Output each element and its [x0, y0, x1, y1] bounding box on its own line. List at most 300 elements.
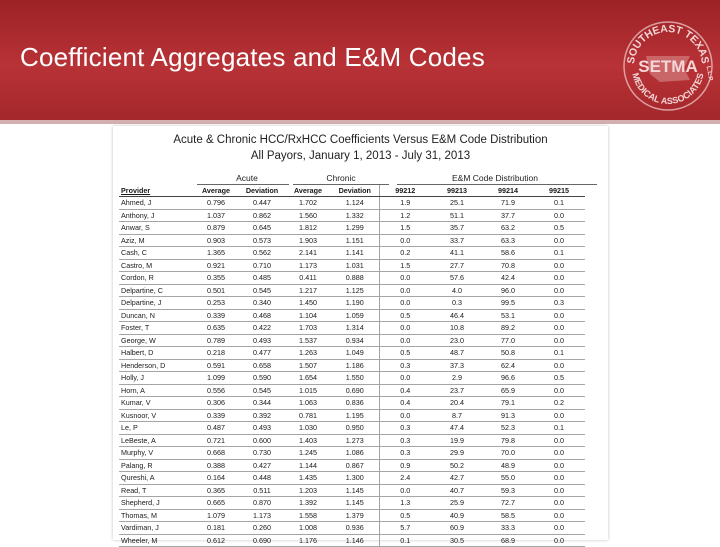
cell-em-99213: 10.8 [431, 322, 483, 335]
cell-em-99214: 70.0 [483, 447, 533, 460]
cell-em-99214: 91.3 [483, 409, 533, 422]
column-header-em-99212: 99212 [379, 185, 431, 197]
cell-em-99212: 0.0 [379, 234, 431, 247]
table-row [119, 472, 585, 485]
cell-chronic-deviation: 1.299 [331, 222, 379, 235]
cell-em-99214: 48.9 [483, 459, 533, 472]
cell-chronic-deviation: 1.059 [331, 309, 379, 322]
cell-chronic-average: 0.411 [285, 272, 331, 285]
cell-chronic-deviation: 1.086 [331, 447, 379, 460]
cell-provider: Le, P [119, 422, 193, 435]
cell-em-99215: 0.1 [533, 247, 585, 260]
cell-chronic-deviation: 0.836 [331, 397, 379, 410]
cell-chronic-average: 1.392 [285, 497, 331, 510]
coefficient-table [119, 185, 585, 547]
cell-acute-deviation: 0.493 [239, 422, 285, 435]
cell-em-99212: 0.9 [379, 459, 431, 472]
logo-arc-bottom: MEDICAL ASSOCIATES [630, 71, 706, 107]
cell-provider: Wheeler, M [119, 534, 193, 547]
cell-em-99214: 50.8 [483, 347, 533, 360]
cell-provider: Castro, M [119, 259, 193, 272]
cell-em-99212: 0.0 [379, 272, 431, 285]
cell-chronic-average: 1.558 [285, 509, 331, 522]
slide-header [0, 0, 720, 120]
cell-provider: Anwar, S [119, 222, 193, 235]
table-row [119, 359, 585, 372]
cell-em-99215: 0.0 [533, 522, 585, 535]
cell-chronic-average: 1.263 [285, 347, 331, 360]
cell-em-99215: 0.5 [533, 372, 585, 385]
cell-acute-average: 0.612 [193, 534, 239, 547]
cell-chronic-average: 1.537 [285, 334, 331, 347]
column-header-chronic-average: Average [285, 185, 331, 197]
cell-em-99214: 63.2 [483, 222, 533, 235]
table-row [119, 284, 585, 297]
cell-em-99212: 0.0 [379, 297, 431, 310]
cell-provider: Horn, A [119, 384, 193, 397]
cell-acute-average: 0.789 [193, 334, 239, 347]
cell-chronic-deviation: 1.332 [331, 209, 379, 222]
cell-acute-average: 0.501 [193, 284, 239, 297]
cell-chronic-deviation: 1.550 [331, 372, 379, 385]
cell-chronic-average: 1.403 [285, 434, 331, 447]
cell-em-99214: 55.0 [483, 472, 533, 485]
cell-em-99215: 0.0 [533, 497, 585, 510]
cell-acute-average: 0.339 [193, 309, 239, 322]
cell-chronic-deviation: 1.145 [331, 484, 379, 497]
table-row [119, 534, 585, 547]
table-row [119, 484, 585, 497]
cell-em-99212: 0.0 [379, 372, 431, 385]
cell-em-99212: 0.5 [379, 309, 431, 322]
cell-acute-deviation: 0.862 [239, 209, 285, 222]
cell-provider: Aziz, M [119, 234, 193, 247]
cell-em-99215: 0.0 [533, 309, 585, 322]
cell-em-99215: 0.0 [533, 259, 585, 272]
cell-chronic-average: 1.903 [285, 234, 331, 247]
cell-em-99215: 0.0 [533, 284, 585, 297]
table-row [119, 209, 585, 222]
cell-acute-deviation: 0.730 [239, 447, 285, 460]
cell-acute-average: 0.181 [193, 522, 239, 535]
cell-acute-average: 0.796 [193, 197, 239, 210]
cell-provider: Qureshi, A [119, 472, 193, 485]
cell-em-99214: 70.8 [483, 259, 533, 272]
cell-em-99213: 25.1 [431, 197, 483, 210]
table-row [119, 422, 585, 435]
cell-em-99215: 0.0 [533, 359, 585, 372]
cell-acute-deviation: 0.545 [239, 384, 285, 397]
cell-acute-deviation: 0.447 [239, 197, 285, 210]
cell-em-99215: 0.0 [533, 447, 585, 460]
cell-chronic-average: 2.141 [285, 247, 331, 260]
cell-em-99213: 37.3 [431, 359, 483, 372]
cell-chronic-deviation: 1.273 [331, 434, 379, 447]
cell-chronic-deviation: 1.195 [331, 409, 379, 422]
cell-em-99213: 20.4 [431, 397, 483, 410]
column-header-chronic-deviation: Deviation [331, 185, 379, 197]
cell-em-99214: 96.0 [483, 284, 533, 297]
table-row [119, 372, 585, 385]
cell-chronic-average: 1.203 [285, 484, 331, 497]
cell-acute-deviation: 0.645 [239, 222, 285, 235]
table-row [119, 322, 585, 335]
cell-em-99215: 0.0 [533, 272, 585, 285]
cell-chronic-average: 1.176 [285, 534, 331, 547]
cell-acute-deviation: 0.477 [239, 347, 285, 360]
table-row [119, 497, 585, 510]
cell-em-99214: 77.0 [483, 334, 533, 347]
cell-em-99214: 79.8 [483, 434, 533, 447]
cell-chronic-deviation: 1.186 [331, 359, 379, 372]
cell-acute-average: 0.365 [193, 484, 239, 497]
table-row [119, 397, 585, 410]
cell-provider: Anthony, J [119, 209, 193, 222]
cell-em-99213: 2.9 [431, 372, 483, 385]
cell-em-99215: 0.0 [533, 534, 585, 547]
cell-em-99215: 0.0 [533, 322, 585, 335]
cell-provider: Thomas, M [119, 509, 193, 522]
cell-em-99212: 2.4 [379, 472, 431, 485]
cell-em-99214: 72.7 [483, 497, 533, 510]
cell-em-99214: 96.6 [483, 372, 533, 385]
cell-acute-deviation: 0.468 [239, 309, 285, 322]
cell-provider: Delpartine, C [119, 284, 193, 297]
column-header-em-99214: 99214 [483, 185, 533, 197]
cell-em-99213: 4.0 [431, 284, 483, 297]
cell-em-99212: 0.3 [379, 447, 431, 460]
cell-em-99214: 99.5 [483, 297, 533, 310]
cell-chronic-deviation: 1.379 [331, 509, 379, 522]
cell-em-99213: 41.1 [431, 247, 483, 260]
cell-em-99213: 57.6 [431, 272, 483, 285]
cell-em-99212: 0.2 [379, 247, 431, 260]
cell-provider: Palang, R [119, 459, 193, 472]
cell-chronic-deviation: 0.888 [331, 272, 379, 285]
cell-chronic-average: 1.245 [285, 447, 331, 460]
cell-chronic-deviation: 1.190 [331, 297, 379, 310]
cell-em-99213: 19.9 [431, 434, 483, 447]
cell-em-99214: 58.5 [483, 509, 533, 522]
cell-em-99212: 0.1 [379, 534, 431, 547]
group-header-em-distribution: E&M Code Distribution [452, 173, 538, 183]
cell-em-99215: 0.0 [533, 334, 585, 347]
cell-chronic-deviation: 1.124 [331, 197, 379, 210]
cell-chronic-average: 1.812 [285, 222, 331, 235]
document-subtitle: All Payors, January 1, 2013 - July 31, 2013 [250, 150, 471, 162]
cell-em-99214: 42.4 [483, 272, 533, 285]
cell-chronic-deviation: 0.690 [331, 384, 379, 397]
cell-acute-average: 1.037 [193, 209, 239, 222]
table-row [119, 259, 585, 272]
document-title: Acute & Chronic HCC/RxHCC Coefficients Versus E&M Code Distribution [173, 134, 548, 146]
cell-em-99215: 0.0 [533, 509, 585, 522]
cell-acute-average: 0.591 [193, 359, 239, 372]
cell-em-99215: 0.2 [533, 397, 585, 410]
cell-chronic-deviation: 1.300 [331, 472, 379, 485]
cell-em-99213: 23.7 [431, 384, 483, 397]
table-row [119, 459, 585, 472]
cell-em-99214: 58.6 [483, 247, 533, 260]
cell-chronic-deviation: 1.141 [331, 247, 379, 260]
cell-em-99215: 0.0 [533, 234, 585, 247]
cell-em-99212: 0.0 [379, 409, 431, 422]
cell-acute-deviation: 0.545 [239, 284, 285, 297]
cell-acute-average: 0.879 [193, 222, 239, 235]
column-header-em-99215: 99215 [533, 185, 585, 197]
cell-acute-deviation: 0.427 [239, 459, 285, 472]
cell-em-99212: 0.5 [379, 509, 431, 522]
cell-acute-average: 0.903 [193, 234, 239, 247]
cell-em-99212: 1.5 [379, 222, 431, 235]
cell-em-99213: 40.7 [431, 484, 483, 497]
cell-acute-average: 0.665 [193, 497, 239, 510]
cell-acute-average: 0.306 [193, 397, 239, 410]
cell-em-99213: 30.5 [431, 534, 483, 547]
cell-acute-average: 0.339 [193, 409, 239, 422]
cell-acute-deviation: 0.392 [239, 409, 285, 422]
cell-em-99215: 0.0 [533, 484, 585, 497]
cell-em-99213: 0.3 [431, 297, 483, 310]
column-header-em-99213: 99213 [431, 185, 483, 197]
cell-chronic-average: 1.173 [285, 259, 331, 272]
cell-provider: Vardiman, J [119, 522, 193, 535]
cell-acute-average: 1.099 [193, 372, 239, 385]
cell-chronic-deviation: 1.031 [331, 259, 379, 272]
cell-chronic-average: 1.104 [285, 309, 331, 322]
cell-em-99213: 35.7 [431, 222, 483, 235]
cell-em-99213: 40.9 [431, 509, 483, 522]
cell-chronic-deviation: 1.125 [331, 284, 379, 297]
cell-acute-average: 0.253 [193, 297, 239, 310]
cell-chronic-deviation: 1.146 [331, 534, 379, 547]
column-header-acute-average: Average [193, 185, 239, 197]
cell-provider: Duncan, N [119, 309, 193, 322]
cell-em-99214: 52.3 [483, 422, 533, 435]
cell-acute-deviation: 0.511 [239, 484, 285, 497]
cell-provider: LeBeste, A [119, 434, 193, 447]
cell-em-99213: 33.7 [431, 234, 483, 247]
cell-acute-deviation: 0.690 [239, 534, 285, 547]
cell-chronic-deviation: 1.145 [331, 497, 379, 510]
cell-em-99215: 0.0 [533, 409, 585, 422]
cell-em-99215: 0.1 [533, 347, 585, 360]
cell-em-99215: 0.0 [533, 472, 585, 485]
cell-provider: Henderson, D [119, 359, 193, 372]
cell-em-99213: 8.7 [431, 409, 483, 422]
cell-em-99213: 29.9 [431, 447, 483, 460]
cell-em-99214: 62.4 [483, 359, 533, 372]
cell-acute-deviation: 0.590 [239, 372, 285, 385]
cell-em-99215: 0.1 [533, 197, 585, 210]
table-row [119, 222, 585, 235]
table-row [119, 509, 585, 522]
cell-provider: Read, T [119, 484, 193, 497]
cell-chronic-average: 0.781 [285, 409, 331, 422]
cell-provider: Cordon, R [119, 272, 193, 285]
cell-provider: George, W [119, 334, 193, 347]
cell-em-99212: 0.0 [379, 284, 431, 297]
cell-chronic-average: 1.217 [285, 284, 331, 297]
cell-acute-average: 0.388 [193, 459, 239, 472]
cell-em-99213: 60.9 [431, 522, 483, 535]
cell-em-99215: 0.3 [533, 297, 585, 310]
cell-em-99212: 1.9 [379, 197, 431, 210]
cell-acute-deviation: 0.658 [239, 359, 285, 372]
cell-acute-deviation: 0.260 [239, 522, 285, 535]
cell-acute-average: 1.079 [193, 509, 239, 522]
column-header-acute-deviation: Deviation [239, 185, 285, 197]
cell-provider: Cash, C [119, 247, 193, 260]
column-header-provider: Provider [119, 185, 193, 197]
cell-em-99214: 33.3 [483, 522, 533, 535]
group-header-chronic: Chronic [326, 173, 356, 183]
cell-em-99212: 0.0 [379, 484, 431, 497]
header-divider [0, 120, 720, 124]
setma-logo-icon [620, 8, 716, 118]
cell-chronic-deviation: 1.151 [331, 234, 379, 247]
cell-chronic-deviation: 1.314 [331, 322, 379, 335]
cell-em-99215: 0.1 [533, 422, 585, 435]
cell-provider: Kumar, V [119, 397, 193, 410]
table-row [119, 197, 585, 210]
table-row [119, 272, 585, 285]
table-row [119, 247, 585, 260]
table-row [119, 297, 585, 310]
cell-chronic-average: 1.450 [285, 297, 331, 310]
cell-acute-average: 0.668 [193, 447, 239, 460]
cell-em-99214: 71.9 [483, 197, 533, 210]
cell-em-99213: 42.7 [431, 472, 483, 485]
cell-em-99212: 0.5 [379, 347, 431, 360]
cell-em-99213: 48.7 [431, 347, 483, 360]
cell-em-99214: 37.7 [483, 209, 533, 222]
cell-acute-average: 0.355 [193, 272, 239, 285]
logo-arc-top: SOUTHEAST TEXAS [624, 22, 712, 65]
cell-chronic-average: 1.015 [285, 384, 331, 397]
cell-acute-deviation: 0.710 [239, 259, 285, 272]
cell-em-99214: 53.1 [483, 309, 533, 322]
cell-chronic-average: 1.008 [285, 522, 331, 535]
cell-em-99212: 5.7 [379, 522, 431, 535]
table-row [119, 434, 585, 447]
cell-em-99215: 0.0 [533, 434, 585, 447]
cell-em-99212: 0.3 [379, 434, 431, 447]
table-row [119, 347, 585, 360]
cell-acute-average: 0.218 [193, 347, 239, 360]
cell-acute-average: 1.365 [193, 247, 239, 260]
cell-acute-average: 0.164 [193, 472, 239, 485]
cell-em-99215: 0.0 [533, 384, 585, 397]
cell-em-99213: 47.4 [431, 422, 483, 435]
table-header-row [119, 185, 585, 197]
cell-em-99214: 68.9 [483, 534, 533, 547]
group-header-acute: Acute [236, 173, 258, 183]
cell-em-99213: 25.9 [431, 497, 483, 510]
cell-acute-deviation: 0.422 [239, 322, 285, 335]
table-row [119, 522, 585, 535]
coefficient-table-document [113, 126, 608, 545]
table-row [119, 447, 585, 460]
cell-acute-average: 0.487 [193, 422, 239, 435]
cell-acute-average: 0.721 [193, 434, 239, 447]
table-row [119, 384, 585, 397]
cell-acute-deviation: 0.600 [239, 434, 285, 447]
cell-em-99213: 51.1 [431, 209, 483, 222]
cell-em-99212: 0.3 [379, 422, 431, 435]
cell-acute-deviation: 0.562 [239, 247, 285, 260]
cell-em-99212: 1.3 [379, 497, 431, 510]
cell-em-99212: 0.0 [379, 334, 431, 347]
cell-provider: Delpartine, J [119, 297, 193, 310]
cell-em-99215: 0.0 [533, 459, 585, 472]
cell-acute-deviation: 0.493 [239, 334, 285, 347]
cell-em-99213: 23.0 [431, 334, 483, 347]
cell-em-99214: 63.3 [483, 234, 533, 247]
cell-chronic-average: 1.703 [285, 322, 331, 335]
cell-em-99212: 0.4 [379, 384, 431, 397]
cell-chronic-average: 1.063 [285, 397, 331, 410]
cell-acute-deviation: 0.870 [239, 497, 285, 510]
logo-suffix: L.L.P. [704, 65, 714, 83]
cell-chronic-average: 1.702 [285, 197, 331, 210]
cell-em-99214: 89.2 [483, 322, 533, 335]
cell-acute-average: 0.635 [193, 322, 239, 335]
cell-em-99214: 65.9 [483, 384, 533, 397]
cell-acute-deviation: 0.448 [239, 472, 285, 485]
logo-center: SETMA [638, 57, 698, 76]
cell-em-99213: 27.7 [431, 259, 483, 272]
cell-provider: Kusnoor, V [119, 409, 193, 422]
cell-em-99212: 0.4 [379, 397, 431, 410]
cell-chronic-average: 1.435 [285, 472, 331, 485]
cell-chronic-average: 1.030 [285, 422, 331, 435]
cell-chronic-deviation: 0.936 [331, 522, 379, 535]
slide-title: Coefficient Aggregates and E&M Codes [20, 42, 485, 72]
cell-em-99212: 1.2 [379, 209, 431, 222]
cell-em-99214: 59.3 [483, 484, 533, 497]
cell-em-99213: 50.2 [431, 459, 483, 472]
cell-em-99215: 0.0 [533, 209, 585, 222]
cell-acute-average: 0.921 [193, 259, 239, 272]
cell-chronic-deviation: 0.950 [331, 422, 379, 435]
cell-provider: Ahmed, J [119, 197, 193, 210]
cell-chronic-average: 1.560 [285, 209, 331, 222]
cell-em-99215: 0.5 [533, 222, 585, 235]
cell-acute-deviation: 0.344 [239, 397, 285, 410]
cell-em-99212: 1.5 [379, 259, 431, 272]
cell-provider: Holly, J [119, 372, 193, 385]
cell-chronic-deviation: 0.867 [331, 459, 379, 472]
table-body [119, 197, 585, 547]
cell-acute-deviation: 0.573 [239, 234, 285, 247]
cell-em-99212: 0.0 [379, 322, 431, 335]
cell-acute-average: 0.556 [193, 384, 239, 397]
cell-provider: Halbert, D [119, 347, 193, 360]
cell-em-99213: 46.4 [431, 309, 483, 322]
table-row [119, 234, 585, 247]
cell-chronic-average: 1.144 [285, 459, 331, 472]
cell-acute-deviation: 0.340 [239, 297, 285, 310]
cell-acute-deviation: 0.485 [239, 272, 285, 285]
cell-provider: Foster, T [119, 322, 193, 335]
table-row [119, 334, 585, 347]
table-row [119, 309, 585, 322]
cell-chronic-average: 1.507 [285, 359, 331, 372]
cell-chronic-deviation: 0.934 [331, 334, 379, 347]
cell-provider: Shepherd, J [119, 497, 193, 510]
cell-chronic-average: 1.654 [285, 372, 331, 385]
